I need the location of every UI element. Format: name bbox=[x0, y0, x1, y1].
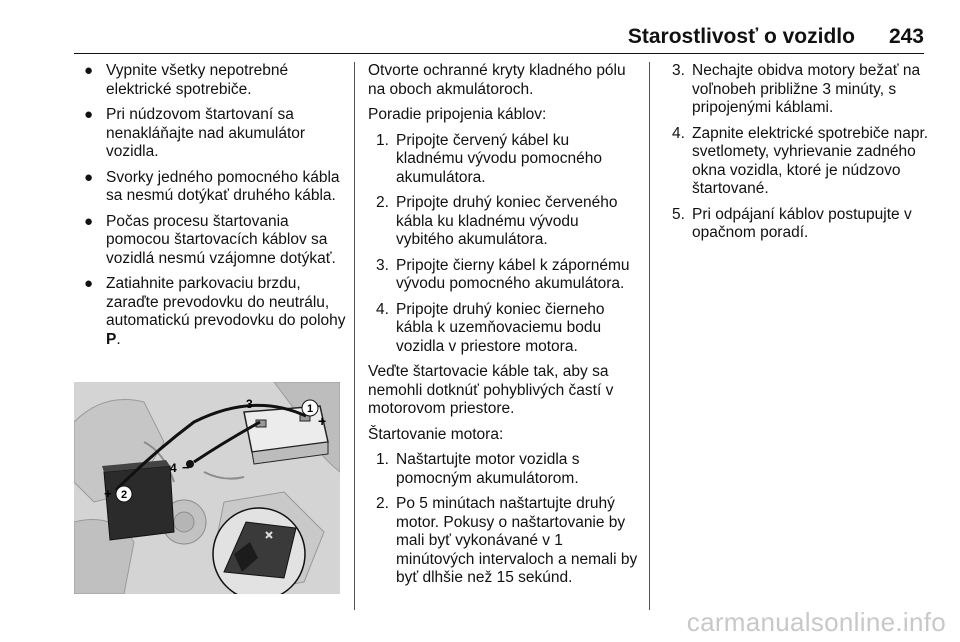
column-divider-right bbox=[649, 62, 650, 610]
list-item bbox=[664, 206, 932, 243]
bullet-dot: ● bbox=[84, 168, 94, 186]
connection-order-heading: Poradie pripojenia káblov: bbox=[368, 106, 547, 123]
bullet-item bbox=[74, 169, 346, 206]
step-text: Nechajte obidva motory bežať na voľnobeh približne 3 minúty, s pripojenými káblami. bbox=[692, 62, 921, 116]
page-header bbox=[0, 22, 924, 52]
list-item bbox=[368, 301, 638, 357]
jump-start-illustration bbox=[74, 382, 340, 594]
bullet-dot: ● bbox=[84, 106, 94, 123]
callout-3 bbox=[246, 397, 253, 411]
step-number: 4. bbox=[376, 300, 389, 318]
callout-2 bbox=[104, 486, 132, 502]
step-text: Pripojte druhý koniec čierneho kábla k uzemňovaciemu bodu vozidla v priestore motora. bbox=[396, 300, 605, 355]
bullet-text-end: . bbox=[116, 330, 121, 348]
column-2 bbox=[368, 62, 638, 595]
bullet-text: Svorky jedného pomocného kábla sa nesmú dotýkať druhého kábla. bbox=[106, 168, 340, 204]
bullet-dot: ● bbox=[84, 275, 94, 292]
bullet-item bbox=[74, 106, 346, 162]
list-item bbox=[368, 132, 638, 188]
bullet-item bbox=[74, 213, 346, 269]
step-text: Naštartujte motor vozidla s pomocným akumulátorom. bbox=[396, 451, 580, 487]
bullet-dot: ● bbox=[84, 212, 94, 230]
list-item bbox=[368, 495, 638, 588]
step-number: 4. bbox=[672, 124, 685, 142]
minus-symbol: − bbox=[182, 460, 190, 475]
step-number: 1. bbox=[376, 451, 389, 468]
routing-note: Veďte štartovacie káble tak, aby sa nemohli dotknúť pohyblivých častí v motorovom priestore. bbox=[368, 363, 614, 417]
step-text: Po 5 minútach naštartujte druhý motor. Pokusy o naštartovanie by mali byť vykonávané v 1 minútových intervaloch a nemali by byť dlhšie než 15 sekúnd. bbox=[396, 495, 638, 586]
bullet-text: Počas procesu štartovania pomocou štartovacích káblov sa vozidlá nesmú vzájomne dotýkať. bbox=[106, 212, 336, 267]
column-3 bbox=[664, 62, 932, 250]
page-number: 243 bbox=[888, 25, 924, 48]
step-number: 2. bbox=[376, 194, 389, 211]
step-number: 5. bbox=[672, 205, 685, 223]
bullet-item bbox=[74, 275, 346, 349]
step-number: 2. bbox=[376, 495, 389, 512]
column-divider-left bbox=[354, 62, 355, 610]
step-text: Pripojte červený kábel ku kladnému vývodu pomocného akumulátora. bbox=[396, 131, 602, 186]
callout-1 bbox=[302, 400, 318, 416]
callout-3-label: 3 bbox=[246, 397, 253, 411]
list-item bbox=[664, 62, 932, 118]
header-divider bbox=[74, 53, 924, 54]
step-text: Pripojte druhý koniec červeného kábla ku kladnému vývodu vybitého akumulátora. bbox=[396, 194, 618, 248]
bullet-dot: ● bbox=[84, 62, 94, 79]
bullet-text: Pri núdzovom štartovaní sa nenakláňajte nad akumulátor vozidla. bbox=[106, 106, 306, 160]
list-item bbox=[368, 257, 638, 294]
callout-2-label: 2 bbox=[120, 489, 128, 501]
step-number: 3. bbox=[376, 256, 389, 274]
callout-1-label: 1 bbox=[306, 403, 314, 415]
start-heading: Štartovanie motora: bbox=[368, 425, 504, 443]
intro-paragraph: Otvorte ochranné kryty kladného pólu na oboch akmulátoroch. bbox=[368, 62, 626, 98]
watermark: carmanualsonline.info bbox=[686, 607, 946, 637]
list-item bbox=[368, 194, 638, 250]
step-text: Pripojte čierny kábel k zápornému vývodu pomocného akumulátora. bbox=[396, 256, 630, 292]
step-text: Zapnite elektrické spotrebiče napr. svetlomety, vyhrievanie zadného okna vozidla, ktoré je núdzovo štartované. bbox=[692, 124, 929, 197]
list-item bbox=[368, 451, 638, 488]
list-item bbox=[664, 125, 932, 199]
callout-4-label: 4 bbox=[170, 461, 177, 475]
bullet-text: Vypnite všetky nepotrebné elektrické spotrebiče. bbox=[106, 62, 289, 98]
gear-position-p: P bbox=[106, 330, 117, 348]
bullet-text: Zatiahnite parkovaciu brzdu, zaraďte prevodovku do neutrálu, automatickú prevodovku do polohy bbox=[106, 275, 346, 329]
engine-bay-drawing bbox=[74, 382, 340, 594]
terminal-cover-detail bbox=[213, 508, 305, 594]
column-1 bbox=[74, 62, 346, 356]
plus-symbol: + bbox=[104, 486, 112, 501]
step-number: 1. bbox=[376, 131, 389, 149]
page-title: Starostlivosť o vozidlo bbox=[627, 25, 855, 48]
plus-symbol: + bbox=[318, 413, 327, 429]
helper-battery bbox=[244, 406, 328, 464]
bullet-item bbox=[74, 62, 346, 99]
discharged-battery bbox=[102, 460, 174, 540]
step-text: Pri odpájaní káblov postupujte v opačnom poradí. bbox=[692, 205, 912, 241]
step-number: 3. bbox=[672, 62, 685, 79]
